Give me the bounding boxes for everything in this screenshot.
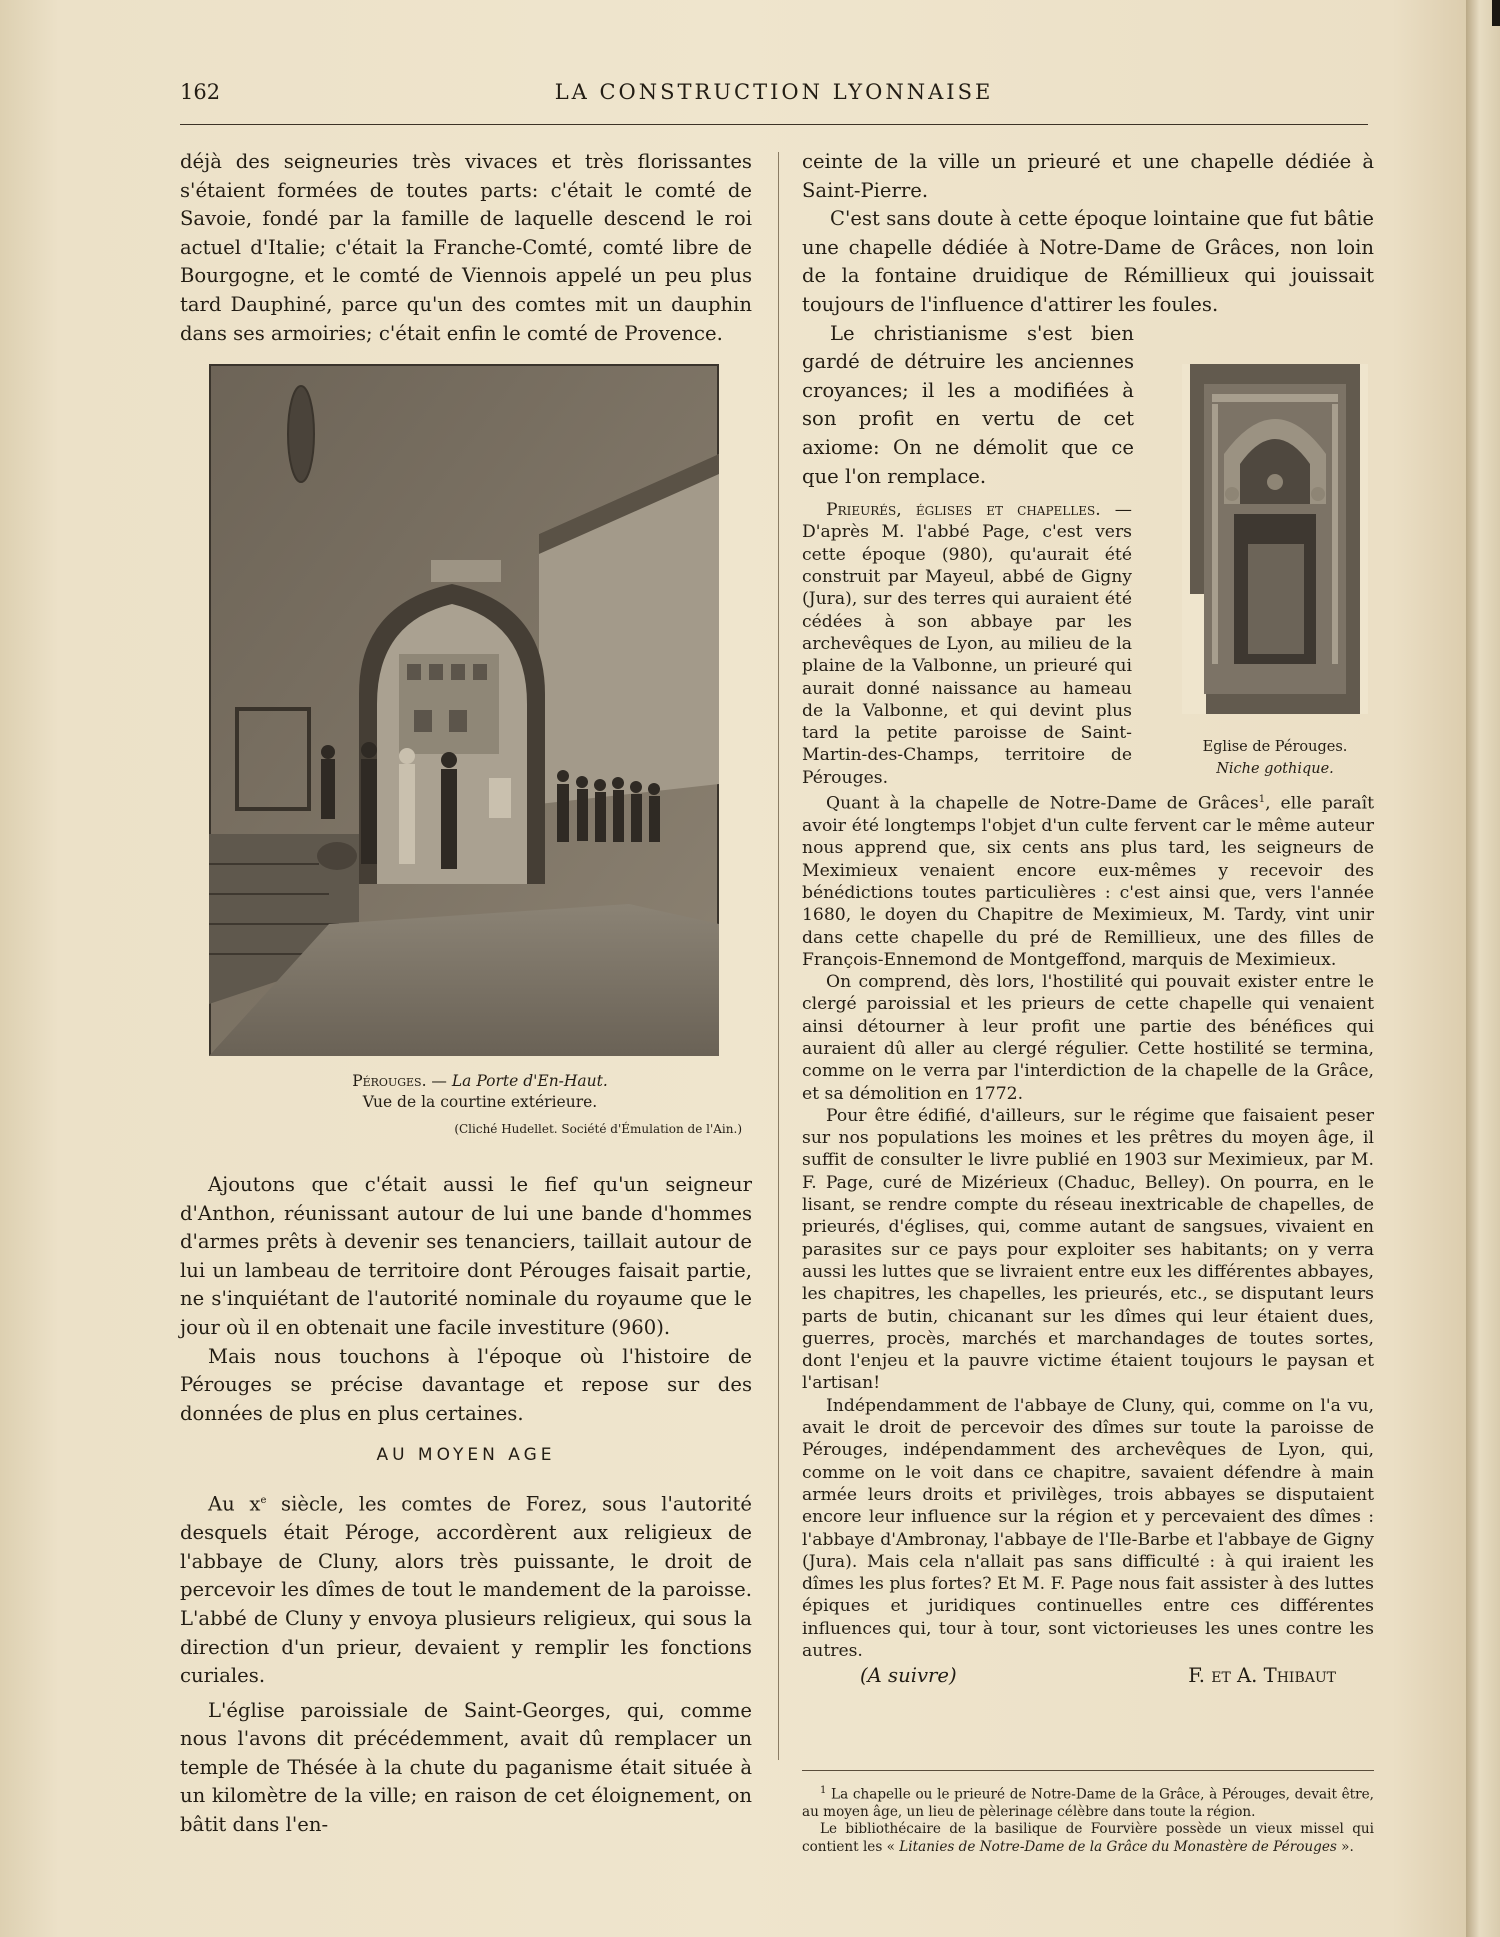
signature-line xyxy=(802,1662,1374,1691)
photo-credit: (Cliché Hudellet. Société d'Émulation de l'Ain.) xyxy=(454,1122,742,1136)
caption-subtitle: Vue de la courtine extérieure. xyxy=(362,1093,598,1111)
left-column xyxy=(180,148,752,348)
left-column-section xyxy=(180,1487,752,1840)
author-signature: F. et A. Thibaut xyxy=(1188,1664,1336,1688)
run-in-heading: Prieurés, églises et chapelles. — xyxy=(826,500,1132,521)
paragraph: C'est sans doute à cette époque lointaine que fut bâtie une chapelle dédiée à Notre-Dame de Grâces, non loin de la fontaine druidique de Rémillieux qui jouissait toujours de l'influence d'attirer les foules. xyxy=(802,207,1374,316)
paragraph: ceinte de la ville un prieuré et une chapelle dédiée à Saint-Pierre. xyxy=(802,150,1374,202)
paragraph: Indépendamment de l'abbaye de Cluny, qui, comme on l'a vu, avait le droit de percevoir des dîmes sur toute la paroisse de Pérouges, indépendamment des archevêques de Lyon, qui, comme on le voit dans ce chapitre, savaient défendre à main armée leurs droits et privilèges, trois abbayes se disputaient encore leur influence sur la région et y percevaient des dîmes : l'abbaye d'Ambronay, l'abbaye de l'Ile-Barbe et l'abbaye de Gigny (Jura). Mais cela n'allait pas sans difficulté : à qui iraient les dîmes les plus fortes? Et M. F. Page nous fait assister à des luttes épiques et juridiques continuelles entre ces différentes influences qui, tour à tour, sont victorieuses les unes contre les autres. xyxy=(802,1395,1374,1661)
paragraph: Mais nous touchons à l'époque où l'histoire de Pérouges se précise davantage et repose sur des données de plus en plus certaines. xyxy=(180,1344,752,1425)
caption-title: Eglise de Pérouges. xyxy=(1202,739,1348,755)
paragraph: On comprend, dès lors, l'hostilité qui pouvait exister entre le clergé paroissial et les prieurs de cette chapelle qui venaient ainsi détourner à leur profit une partie des bénéfices qui auraient dû aller au clergé régulier. Cette hostilité se termina, comme on le verra par l'interdiction de la chapelle de la Grâce, et sa démolition en 1772. xyxy=(802,972,1374,1104)
column-divider xyxy=(778,152,779,1760)
next-page-edge xyxy=(1466,0,1500,1937)
left-column-lower xyxy=(180,1171,752,1428)
caption-title: La Porte d'En-Haut. xyxy=(451,1072,608,1090)
paragraph: déjà des seigneuries très vivaces et très florissantes s'étaient formées de toutes parts: c'était le comté de Savoie, fondé par la famille de laquelle descend le roi actuel d'Italie; c'était la Franche-Comté, comté libre de Bourgogne, et le comté de Viennois appelé un peu plus tard Dauphiné, parce qu'un des comtes mit un dauphin dans ses armoiries; c'était enfin le comté de Provence. xyxy=(180,150,752,345)
paragraph: Prieurés, églises et chapelles. — D'après M. l'abbé Page, c'est vers cette époque (980), qu'aurait été construit par Mayeul, abbé de Gigny (Jura), sur des terres qui auraient été cédées à son abbaye par les archevêques de Lyon, au milieu de la plaine de la Valbonne, un prieuré qui aurait donné naissance au hameau de la Valbonne, et qui devint plus tard la petite paroisse de Saint-Martin-des-Champs, territoire de Pérouges. xyxy=(802,500,1132,788)
photo-niche-gothique xyxy=(1182,364,1368,714)
section-heading: AU MOYEN AGE xyxy=(376,1445,556,1465)
figure-caption-2 xyxy=(1162,736,1388,780)
caption-subtitle: Niche gothique. xyxy=(1216,761,1334,777)
paragraph: Au $x^e$ siècle, les comtes de Forez, sous l'autorité desquels était Péroge, accordèrent aux religieux de l'abbaye de Cluny, alors très puissante, le droit de percevoir les dîmes de tout le mandement de la paroisse. L'abbé de Cluny y envoya plusieurs religieux, qui sous la direction d'un prieur, devaient y remplir les fonctions curiales. xyxy=(180,1492,752,1688)
figure-caption: Pérouges. — La Porte d'En-Haut. Vue de la courtine extérieure. (Cliché Hudellet. Société d'Émulation de l'Ain.) xyxy=(180,1071,780,1140)
photo-porte-en-haut xyxy=(209,364,719,1056)
paragraph: Le christianisme s'est bien gardé de détruire les anciennes croyances; il les a modifiées à son profit en vertu de cet axiome: On ne démolit que ce que l'on remplace. xyxy=(802,321,1134,488)
journal-title: LA CONSTRUCTION LYONNAISE xyxy=(554,80,994,104)
to-be-continued: (A suivre) xyxy=(860,1664,957,1688)
paragraph: Quant à la chapelle de Notre-Dame de Grâces$^1$, elle paraît avoir été longtemps l'objet d'un culte fervent car le même auteur nous apprend que, six cents ans plus tard, les seigneurs de Meximieux venaient encore eux-mêmes y recevoir des bénédictions toutes particulières : c'est ainsi que, vers l'année 1680, le doyen du Chapitre de Meximieux, M. Tardy, vint unir dans cette chapelle du pré de Remillieux, une des filles de François-Ennemond de Montgeffond, marquis de Meximieux. xyxy=(802,793,1375,970)
footnote-text: Le bibliothécaire de la basilique de Fourvière possède un vieux missel qui contient les « Litanies de Notre-Dame de la Grâce du Monastère de Pérouges ». xyxy=(802,1821,1374,1855)
caption-place: Pérouges. xyxy=(352,1072,427,1090)
page-number: 162 xyxy=(180,80,221,104)
paragraph: Ajoutons que c'était aussi le fief qu'un seigneur d'Anthon, réunissant autour de lui une bande d'hommes d'armes prêts à devenir ses tenanciers, taillait autour de lui un lambeau de territoire dont Pérouges faisait partie, ne s'inquiétant de l'autorité nominale du royaume que le jour où il en obtenait une facile investiture (960). xyxy=(180,1173,752,1339)
footnote xyxy=(802,1782,1374,1856)
running-header xyxy=(180,80,1368,125)
paragraph: L'église paroissiale de Saint-Georges, qui, comme nous l'avons dit précédemment, avait dû remplacer un temple de Thésée à la chute du paganisme était située à un kilomètre de la ville; en raison de cet éloignement, on bâtit dans l'en- xyxy=(180,1698,752,1837)
paragraph: Pour être édifié, d'ailleurs, sur le régime que faisaient peser sur nos populations les moines et les prêtres du moyen âge, il suffit de consulter le livre publié en 1903 sur Meximieux, par M. F. Page, curé de Mizérieux (Chaduc, Belley). On pourra, en le lisant, se rendre compte du réseau inextricable de chapelles, de prieurés, d'églises, qui, comme autant de sangsues, vivaient en parasites sur ce pays pour exploiter ses habitants; on y verra aussi les luttes que se livraient entre eux les différentes abbayes, les chapitres, les chapelles, les prieurés, etc., se disputant leurs parts de butin, chicanant sur les dîmes qui leur étaient dues, guerres, procès, marchés et marchandages de toutes sortes, dont l'enjeu et la pauvre victime étaient toujours le paysan et l'artisan! xyxy=(802,1105,1374,1394)
footnote-rule xyxy=(802,1770,1374,1771)
footnote-text: $^1$ La chapelle ou le prieuré de Notre-Dame de la Grâce, à Pérouges, devait être, au moyen âge, un lieu de pèlerinage célèbre dans toute la région. xyxy=(802,1785,1374,1820)
